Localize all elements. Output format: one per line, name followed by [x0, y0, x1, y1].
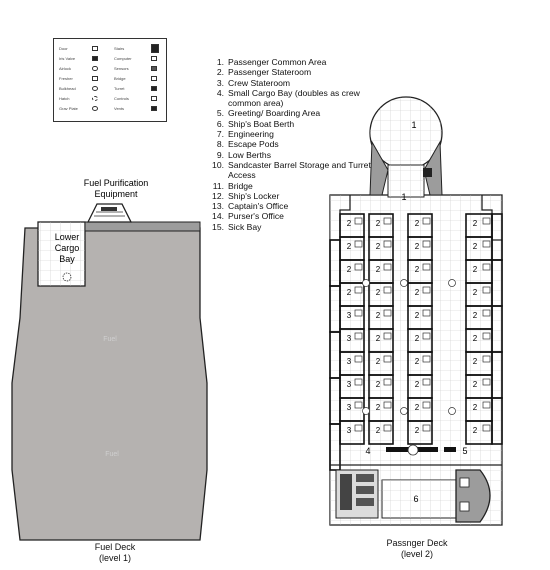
- legend-entry: Controls: [114, 96, 129, 101]
- legend-entry: Computer: [114, 56, 132, 61]
- legend-entry: Vents: [114, 106, 125, 111]
- room-number-label: 2: [414, 380, 420, 389]
- room-1-label: 1: [401, 192, 407, 202]
- room-number-label: 2: [375, 242, 381, 251]
- bunk-icon: [384, 356, 391, 362]
- key-number: 4.: [216, 87, 224, 98]
- room-number-label: 2: [346, 219, 352, 228]
- bunk-icon: [384, 402, 391, 408]
- bunk-icon: [423, 333, 430, 339]
- bunk-icon: [384, 241, 391, 247]
- bunk-icon: [483, 425, 490, 431]
- room-number-label: 2: [472, 311, 478, 320]
- bunk-icon: [483, 402, 490, 408]
- cargo-bay-label: Bay: [59, 254, 75, 264]
- iris-valve-icon: [363, 408, 370, 415]
- bunk-icon: [423, 241, 430, 247]
- key-text: Sick Bay: [228, 221, 262, 232]
- fuel-deck-plan: [12, 204, 207, 540]
- fuel-label: Fuel: [103, 336, 117, 343]
- room-number-label: 2: [414, 403, 420, 412]
- bunk-icon: [483, 287, 490, 293]
- bunk-icon: [483, 241, 490, 247]
- bunk-icon: [384, 287, 391, 293]
- room-number-label: 2: [472, 288, 478, 297]
- legend-entry: Grav Plate: [59, 106, 78, 111]
- room-number-label: 3: [346, 403, 352, 412]
- room-number-label: 2: [375, 265, 381, 274]
- key-text: Small Cargo Bay (doubles as crew common area): [228, 87, 360, 109]
- bunk-icon: [483, 379, 490, 385]
- iris-valve-icon: [449, 408, 456, 415]
- room-number-label: 2: [472, 403, 478, 412]
- bunk-icon: [355, 264, 362, 270]
- key-text: Engineering: [228, 129, 274, 140]
- room-1-label: 1: [411, 120, 417, 130]
- legend-entry: Bulkhead: [59, 86, 76, 91]
- bunk-icon: [355, 333, 362, 339]
- room-number-label: 2: [414, 219, 420, 228]
- room-number-label: 2: [375, 380, 381, 389]
- iris-valve-icon: [363, 280, 370, 287]
- bunk-icon: [355, 310, 362, 316]
- legend-entry: Fresher: [59, 76, 73, 81]
- upper-fuel-strip: [85, 222, 200, 231]
- key-number: 2.: [216, 67, 224, 78]
- bunk-icon: [423, 379, 430, 385]
- bunk-icon: [384, 333, 391, 339]
- key-number: 6.: [216, 118, 224, 129]
- bunk-icon: [483, 333, 490, 339]
- bunk-icon: [483, 310, 490, 316]
- bunk-icon: [355, 218, 362, 224]
- bunk-icon: [483, 264, 490, 270]
- room-number-label: 2: [375, 357, 381, 366]
- room-number-label: 2: [472, 219, 478, 228]
- room-number-label: 2: [472, 265, 478, 274]
- grav-plate-icon: [408, 445, 418, 455]
- room-number-label: 2: [472, 380, 478, 389]
- fuel-deck-caption: Fuel Deck (level 1): [94, 542, 136, 563]
- bunk-icon: [355, 241, 362, 247]
- key-text: Escape Pods: [228, 139, 279, 150]
- key-text: Sandcaster Barrel Storage and Turret Access: [228, 159, 371, 181]
- key-number: 8.: [216, 139, 224, 150]
- bunk-icon: [355, 402, 362, 408]
- room-number-label: 2: [414, 311, 420, 320]
- equipment-label: Equipment: [94, 189, 138, 199]
- room-number-label: 3: [346, 426, 352, 435]
- key-number: 14.: [212, 211, 224, 222]
- fuel-purification-equipment: [88, 204, 131, 222]
- room-number-label: 2: [375, 426, 381, 435]
- legend-entry: Stairs: [114, 46, 125, 51]
- key-number: 1.: [216, 57, 224, 67]
- key-text: Ship's Locker: [228, 190, 280, 201]
- room-number-label: 2: [414, 242, 420, 251]
- room-number-label: 2: [414, 334, 420, 343]
- key-text: Purser's Office: [228, 211, 284, 222]
- room-number-label: 2: [346, 242, 352, 251]
- key-number: 7.: [216, 129, 224, 140]
- room-number-label: 2: [472, 357, 478, 366]
- room-number-label: 3: [346, 311, 352, 320]
- legend-entry: Turret: [114, 86, 125, 91]
- iris-valve-icon: [449, 280, 456, 287]
- room-number-label: 2: [375, 311, 381, 320]
- key-number: 3.: [216, 77, 224, 88]
- bunk-icon: [355, 356, 362, 362]
- room-number-label: 3: [346, 357, 352, 366]
- bunk-icon: [423, 310, 430, 316]
- key-number: 12.: [212, 190, 224, 201]
- room-number-label: 2: [375, 288, 381, 297]
- iris-valve-icon: [401, 408, 408, 415]
- room-number-label: 2: [346, 288, 352, 297]
- key-text: Passenger Common Area: [228, 57, 327, 67]
- legend-entry: Hatch: [59, 96, 70, 101]
- bunk-icon: [355, 425, 362, 431]
- room-number-label: 2: [414, 357, 420, 366]
- room-number-label: 2: [375, 403, 381, 412]
- room-number-label: 2: [414, 265, 420, 274]
- key-number: 10.: [212, 159, 224, 170]
- key-text: Ship's Boat Berth: [228, 118, 295, 129]
- iris-valve-icon: [401, 280, 408, 287]
- key-number: 9.: [216, 149, 224, 160]
- bunk-icon: [423, 425, 430, 431]
- bunk-icon: [423, 356, 430, 362]
- room-6-label: 6: [413, 494, 419, 504]
- legend-entry: Iris Valve: [59, 56, 76, 61]
- legend-entry: Airlock: [59, 66, 72, 71]
- legend-entry: Door: [59, 46, 68, 51]
- key-text: Low Berths: [228, 149, 271, 160]
- key-number: 5.: [216, 108, 224, 119]
- bunk-icon: [423, 218, 430, 224]
- bunk-icon: [384, 218, 391, 224]
- bunk-icon: [355, 287, 362, 293]
- room-number-label: 3: [346, 334, 352, 343]
- room-5-label: 5: [462, 446, 468, 456]
- bunk-icon: [483, 356, 490, 362]
- equipment-label: Fuel Purification: [83, 178, 149, 188]
- room-number-label: 2: [375, 334, 381, 343]
- bunk-icon: [355, 379, 362, 385]
- key-number: 13.: [212, 201, 224, 212]
- room-number-label: 2: [346, 265, 352, 274]
- bunk-icon: [384, 310, 391, 316]
- bunk-icon: [423, 402, 430, 408]
- bunk-icon: [423, 264, 430, 270]
- room-number-label: 2: [472, 426, 478, 435]
- cargo-bay-label: Cargo: [54, 243, 80, 253]
- key-number: 15.: [212, 221, 224, 232]
- room-number-label: 2: [414, 288, 420, 297]
- room-4-label: 4: [365, 446, 371, 456]
- bunk-icon: [423, 287, 430, 293]
- key-text: Passenger Stateroom: [228, 67, 312, 78]
- room-number-label: 2: [375, 219, 381, 228]
- bunk-icon: [384, 264, 391, 270]
- key-text: Greeting/ Boarding Area: [228, 108, 321, 119]
- key-text: Bridge: [228, 180, 253, 191]
- key-number: 11.: [212, 180, 224, 191]
- fuel-label: Fuel: [105, 451, 119, 458]
- cargo-bay-label: Lower: [54, 232, 80, 242]
- stairs-icon: [423, 168, 432, 177]
- room-number-label: 2: [472, 242, 478, 251]
- key-text: Crew Stateroom: [228, 77, 291, 88]
- key-text: Captain's Office: [228, 201, 289, 212]
- bunk-icon: [384, 425, 391, 431]
- room-number-label: 2: [472, 334, 478, 343]
- bunk-icon: [483, 218, 490, 224]
- room-number-label: 3: [346, 380, 352, 389]
- legend-entry: Sensors: [114, 66, 129, 71]
- legend-entry: Bridge: [114, 76, 126, 81]
- passenger-deck-plan: [330, 97, 502, 525]
- room-number-label: 2: [414, 426, 420, 435]
- passenger-deck-caption: Passnger Deck (level 2): [386, 538, 448, 559]
- bunk-icon: [384, 379, 391, 385]
